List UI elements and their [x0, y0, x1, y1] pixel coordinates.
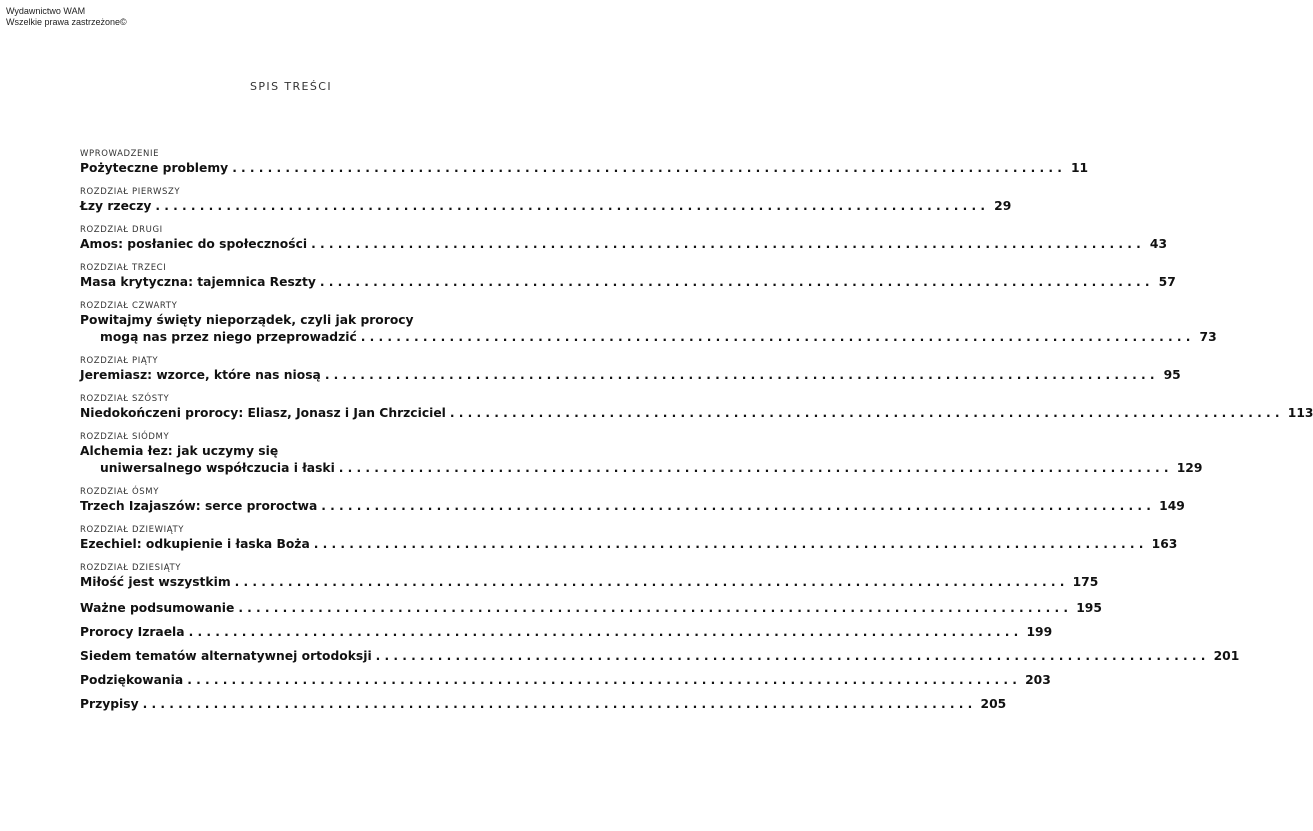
- toc-entry: [80, 600, 1102, 617]
- toc-line: [80, 536, 1178, 553]
- dot-leader: ..............................................................................................: [311, 237, 1146, 251]
- dot-leader: ..............................................................................................: [142, 697, 977, 711]
- toc-line: [80, 624, 1053, 641]
- toc-line: [80, 648, 1240, 665]
- toc-line: [80, 696, 1007, 713]
- page-number: 95: [1163, 368, 1181, 382]
- chapter-label: ROZDZIAŁ SZÓSTY: [80, 394, 170, 404]
- chapter-title: Prorocy Izraela: [80, 625, 185, 639]
- toc-entry: [80, 224, 1168, 253]
- toc-entry: [80, 186, 1012, 215]
- toc-entry: [80, 300, 1217, 346]
- dot-leader: ..............................................................................................: [232, 161, 1067, 175]
- toc-entry: [80, 393, 1313, 422]
- toc-entry: [80, 486, 1185, 515]
- chapter-title: Trzech Izajaszów: serce proroctwa: [80, 499, 318, 513]
- toc-entry: [80, 262, 1176, 291]
- page-number: 195: [1076, 601, 1102, 615]
- dot-leader: ..............................................................................................: [360, 330, 1195, 344]
- toc-entry: [80, 672, 1051, 689]
- toc-line: [80, 672, 1051, 689]
- toc-line: [80, 198, 1012, 215]
- page-number: 201: [1213, 649, 1240, 663]
- toc-line: [80, 405, 1313, 422]
- page-number: 129: [1176, 461, 1203, 475]
- chapter-title-line1: Powitajmy święty nieporządek, czyli jak prorocy: [80, 313, 414, 327]
- toc-entry: [80, 148, 1089, 177]
- page-number: 149: [1159, 499, 1185, 513]
- dot-leader: ..............................................................................................: [238, 601, 1073, 615]
- page-number: 113: [1287, 406, 1313, 420]
- toc-line: [80, 574, 1099, 591]
- toc-line: [80, 600, 1102, 617]
- dot-leader: ..............................................................................................: [188, 625, 1023, 639]
- chapter-label: ROZDZIAŁ SIÓDMY: [80, 432, 170, 442]
- toc-entry: [80, 355, 1181, 384]
- chapter-title: Ezechiel: odkupienie i łaska Boża: [80, 537, 310, 551]
- toc-entry: [80, 562, 1099, 591]
- publisher-name: Wydawnictwo WAM: [6, 6, 86, 16]
- chapter-label: ROZDZIAŁ DZIEWIĄTY: [80, 525, 185, 535]
- chapter-title-line1: Alchemia łez: jak uczymy się: [80, 444, 279, 458]
- chapter-label: ROZDZIAŁ ÓSMY: [80, 487, 159, 497]
- toc-line: [80, 498, 1185, 515]
- page-number: 11: [1070, 161, 1089, 175]
- chapter-title: Łzy rzeczy: [80, 199, 152, 213]
- chapter-title: Podziękowania: [80, 673, 184, 687]
- chapter-title: Ważne podsumowanie: [80, 601, 235, 615]
- chapter-title: Masa krytyczna: tajemnica Reszty: [80, 275, 316, 289]
- chapter-title: uniwersalnego współczucia i łaski: [100, 461, 335, 475]
- chapter-label: ROZDZIAŁ DRUGI: [80, 225, 163, 235]
- chapter-title: mogą nas przez niego przeprowadzić: [100, 330, 357, 344]
- toc-entry: [80, 431, 1203, 477]
- page-number: 57: [1158, 275, 1176, 289]
- toc-line: [80, 329, 1217, 346]
- chapter-label: WPROWADZENIE: [80, 149, 160, 159]
- page-number: 199: [1026, 625, 1053, 639]
- dot-leader: ..............................................................................................: [449, 406, 1284, 420]
- toc-line: [80, 160, 1089, 177]
- chapter-label: ROZDZIAŁ TRZECI: [80, 263, 167, 273]
- toc-line: [80, 367, 1181, 384]
- dot-leader: ..............................................................................................: [313, 537, 1148, 551]
- chapter-title: Niedokończeni prorocy: Eliasz, Jonasz i Jan Chrzciciel: [80, 406, 446, 420]
- page-number: 163: [1151, 537, 1178, 551]
- copyright-notice: Wszelkie prawa zastrzeżone©: [6, 17, 127, 27]
- toc-title: SPIS TREŚCI: [250, 80, 332, 93]
- chapter-title: Jeremiasz: wzorce, które nas niosą: [80, 368, 321, 382]
- dot-leader: ..............................................................................................: [321, 499, 1156, 513]
- toc-line: [80, 460, 1203, 477]
- page-number: 73: [1199, 330, 1217, 344]
- chapter-label: ROZDZIAŁ CZWARTY: [80, 301, 178, 311]
- chapter-title: Siedem tematów alternatywnej ortodoksji: [80, 649, 372, 663]
- dot-leader: ..............................................................................................: [324, 368, 1159, 382]
- chapter-title: Amos: posłaniec do społeczności: [80, 237, 308, 251]
- dot-leader: ..............................................................................................: [375, 649, 1210, 663]
- dot-leader: ..............................................................................................: [187, 673, 1022, 687]
- publisher-header: [6, 6, 127, 28]
- page-number: 203: [1025, 673, 1051, 687]
- chapter-title: Pożyteczne problemy: [80, 161, 229, 175]
- page-number: 43: [1149, 237, 1168, 251]
- toc-entry: [80, 524, 1178, 553]
- dot-leader: ..............................................................................................: [155, 199, 990, 213]
- dot-leader: ..............................................................................................: [338, 461, 1173, 475]
- toc-entry: [80, 696, 1007, 713]
- chapter-label: ROZDZIAŁ PIĄTY: [80, 356, 159, 366]
- chapter-label: ROZDZIAŁ PIERWSZY: [80, 187, 181, 197]
- toc-line: [80, 236, 1168, 253]
- chapter-title: Miłość jest wszystkim: [80, 575, 231, 589]
- page-number: 29: [994, 199, 1012, 213]
- toc-entry: [80, 624, 1053, 641]
- dot-leader: ..............................................................................................: [319, 275, 1154, 289]
- chapter-label: ROZDZIAŁ DZIESIĄTY: [80, 563, 182, 573]
- page-number: 205: [980, 697, 1007, 711]
- chapter-title: Przypisy: [80, 697, 139, 711]
- toc-line: [80, 274, 1176, 291]
- page-number: 175: [1072, 575, 1099, 589]
- dot-leader: ..............................................................................................: [234, 575, 1069, 589]
- table-of-contents: [80, 148, 1313, 720]
- toc-entry: [80, 648, 1240, 665]
